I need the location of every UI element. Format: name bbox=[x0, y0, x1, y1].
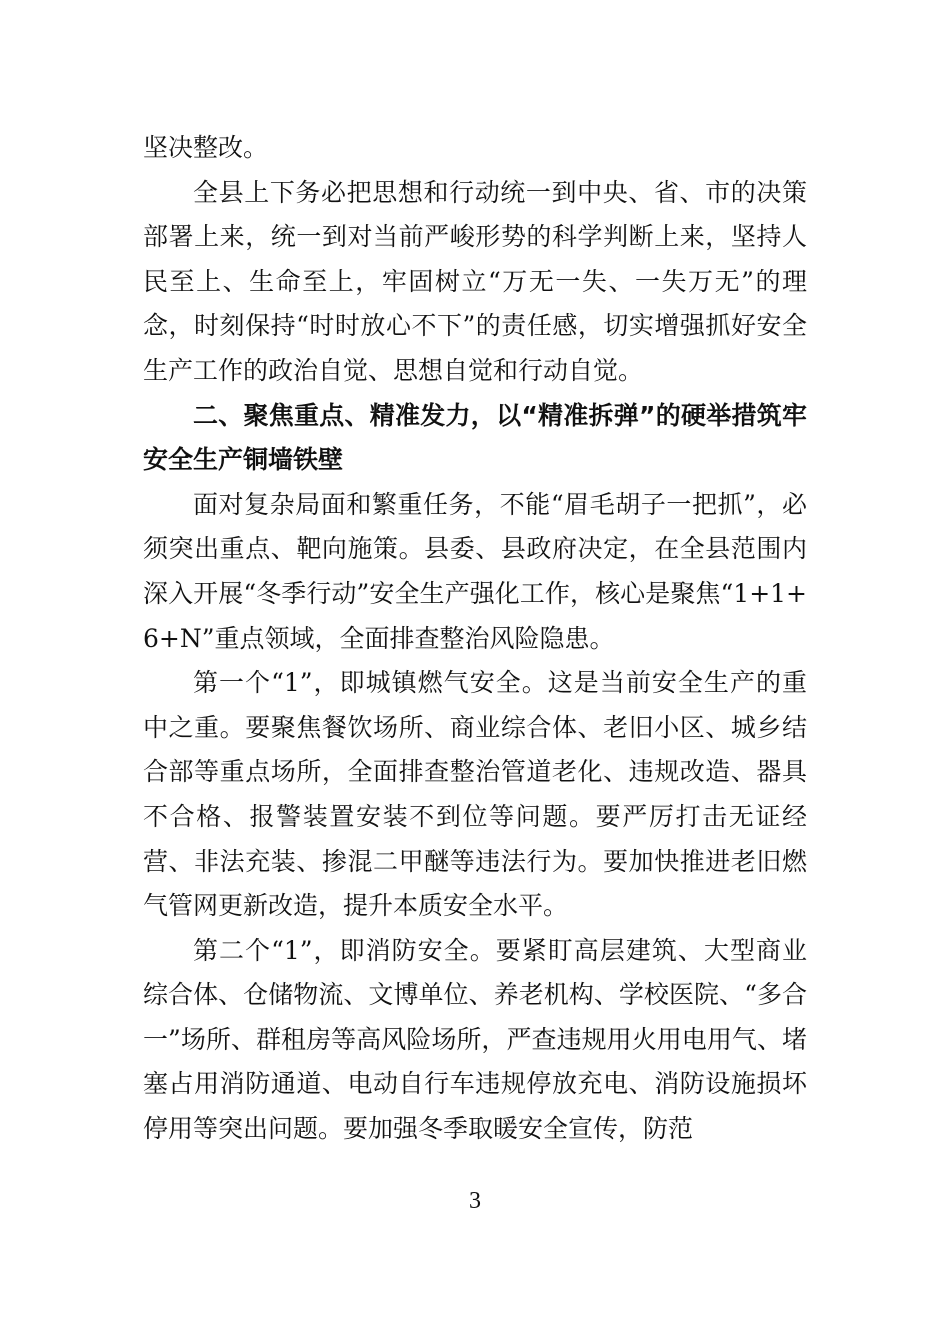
paragraph-gas-safety: 第一个“1”，即城镇燃气安全。这是当前安全生产的重中之重。要聚焦餐饮场所、商业综合体、老旧小区、城乡结合部等重点场所，全面排查整治管道老化、违规改造、器具不合格、报警装置安装不到位等问题。要严厉打击无证经营、非法充装、掺混二甲醚等违法行为。要加快推进老旧燃气管网更新改造，提升本质安全水平。 bbox=[143, 668, 807, 921]
paragraph-unified-thinking: 全县上下务必把思想和行动统一到中央、省、市的决策部署上来，统一到对当前严峻形势的科学判断上来，坚持人民至上、生命至上，牢固树立“万无一失、一失万无”的理念，时刻保持“时时放心不下”的责任感，切实增强抓好安全生产工作的政治自觉、思想自觉和行动自觉。 bbox=[143, 177, 807, 385]
document-body bbox=[143, 126, 807, 1152]
paragraph-fire-safety: 第二个“1”，即消防安全。要紧盯高层建筑、大型商业综合体、仓储物流、文博单位、养老机构、学校医院、“多合一”场所、群租房等高风险场所，严查违规用火用电用气、堵塞占用消防通道、电动自行车违规停放充电、消防设施损坏停用等突出问题。要加强冬季取暖安全宣传，防范 bbox=[143, 935, 807, 1144]
section-heading-two: 二、聚焦重点、精准发力，以“精准拆弹”的硬举措筑牢安全生产铜墙铁壁 bbox=[143, 400, 807, 475]
paragraph-winter-action: 面对复杂局面和繁重任务，不能“眉毛胡子一把抓”，必须突出重点、靶向施策。县委、县政府决定，在全县范围内深入开展“冬季行动”安全生产强化工作，核心是聚焦“1+1+6+N”重点领域，全面排查整治风险隐患。 bbox=[143, 489, 807, 653]
paragraph-continuation: 坚决整改。 bbox=[143, 133, 269, 162]
page-number: 3 bbox=[469, 1188, 481, 1214]
